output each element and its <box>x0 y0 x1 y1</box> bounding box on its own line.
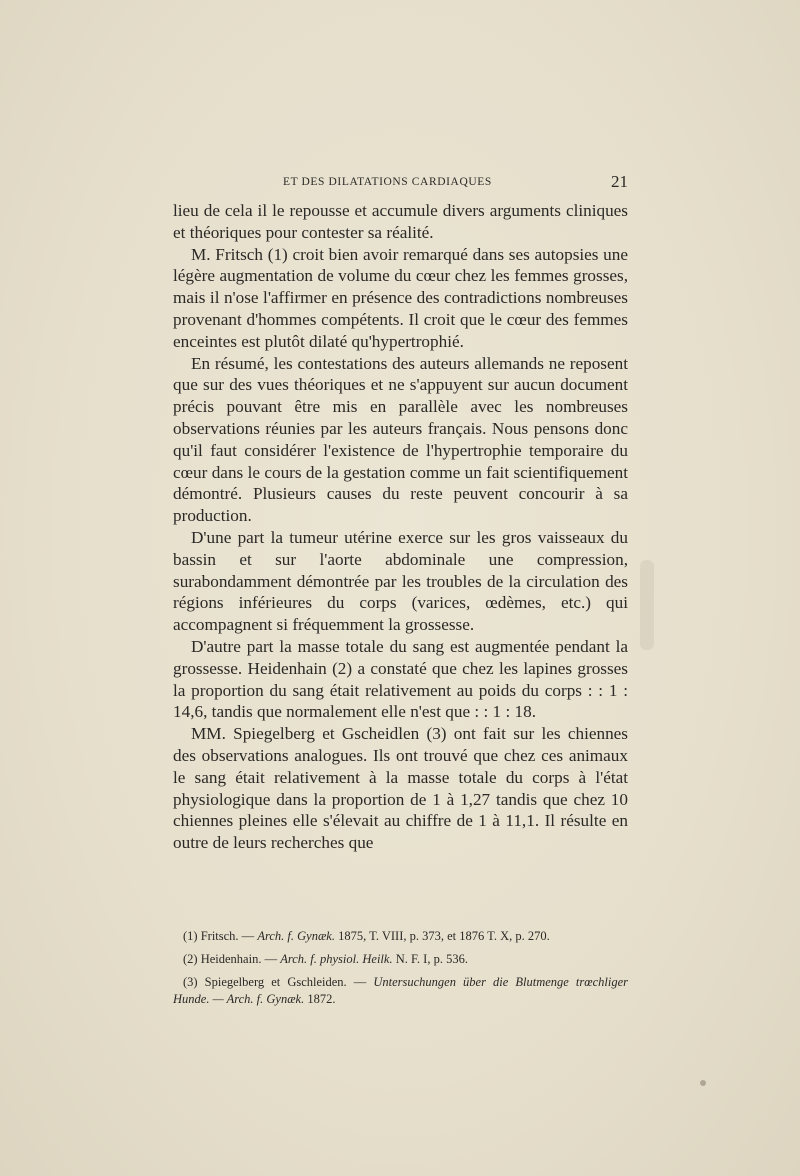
footnote <box>173 951 628 968</box>
footnote-prefix: (3) Spiegelberg et Gschleiden. — <box>183 975 374 989</box>
footnote-suffix: 1872. <box>304 992 336 1006</box>
paragraph: D'une part la tumeur utérine exerce sur les gros vaisseaux du bassin et sur l'aorte abdominale une compression, surabondamment démontrée par les troubles de la circulation des régions inférieures du corps (varices, œdèmes, etc.) qui accompagnent si fréquemment la grossesse. <box>173 527 628 635</box>
running-head: ET DES DILATATIONS CARDIAQUES <box>283 176 492 188</box>
footnote-prefix: (1) Fritsch. — <box>183 929 258 943</box>
page-number: 21 <box>611 172 628 191</box>
page-header <box>173 172 628 194</box>
footnote-source: Untersuchungen über die Blutmenge trœchliger Hunde. — Arch. f. Gynæk. <box>173 975 629 1006</box>
paragraph: MM. Spiegelberg et Gscheidlen (3) ont fait sur les chiennes des observations analogues. Ils ont trouvé que chez ces animaux le sang était relativement à la masse totale du corps à l'état physiologique dans la proportion de 1 à 1,27 tandis que chez 10 chiennes pleines elle s'élevait au chiffre de 1 à 11,1. Il résulte en outre de leurs recherches que <box>173 724 628 853</box>
footnote-suffix: N. F. I, p. 536. <box>392 952 468 966</box>
footnote-source: Arch. f. physiol. Heilk. <box>280 952 393 966</box>
paper-stain <box>640 560 654 650</box>
footnote <box>173 928 628 945</box>
footnote <box>173 974 628 1008</box>
footnote-suffix: 1875, T. VIII, p. 373, et 1876 T. X, p. 270. <box>334 929 550 943</box>
footnote-prefix: (2) Heidenhain. — <box>183 952 281 966</box>
footnotes <box>173 928 628 1014</box>
body-text <box>173 200 628 854</box>
paper-stain <box>700 1080 706 1086</box>
paragraph: En résumé, les contestations des auteurs allemands ne reposent que sur des vues théoriques et ne s'appuyent sur aucun document précis pouvant être mis en parallèle avec les nombreuses observations réunies par les auteurs français. Nous pensons donc qu'il faut considérer l'existence de l'hypertrophie temporaire du cœur dans le cours de la gestation comme un fait scientifiquement démontré. Plusieurs causes du reste peuvent concourir à sa production. <box>173 353 628 526</box>
paragraph: lieu de cela il le repousse et accumule divers arguments cliniques et théoriques pour contester sa réalité. <box>173 201 628 242</box>
footnote-source: Arch. f. Gynæk. <box>257 929 335 943</box>
paragraph: D'autre part la masse totale du sang est augmentée pendant la grossesse. Heidenhain (2) a constaté que chez les lapines grosses la proportion du sang était relativement au poids du corps : : 1 : 14,6, tandis que normalement elle n'est que : : 1 : 18. <box>173 636 628 722</box>
paragraph: M. Fritsch (1) croit bien avoir remarqué dans ses autopsies une légère augmentation de volume du cœur chez les femmes grosses, mais il n'ose l'affirmer en présence des contradictions nombreuses provenant d'hommes compétents. Il croit que le cœur des femmes enceintes est plutôt dilaté qu'hypertrophié. <box>173 244 628 351</box>
